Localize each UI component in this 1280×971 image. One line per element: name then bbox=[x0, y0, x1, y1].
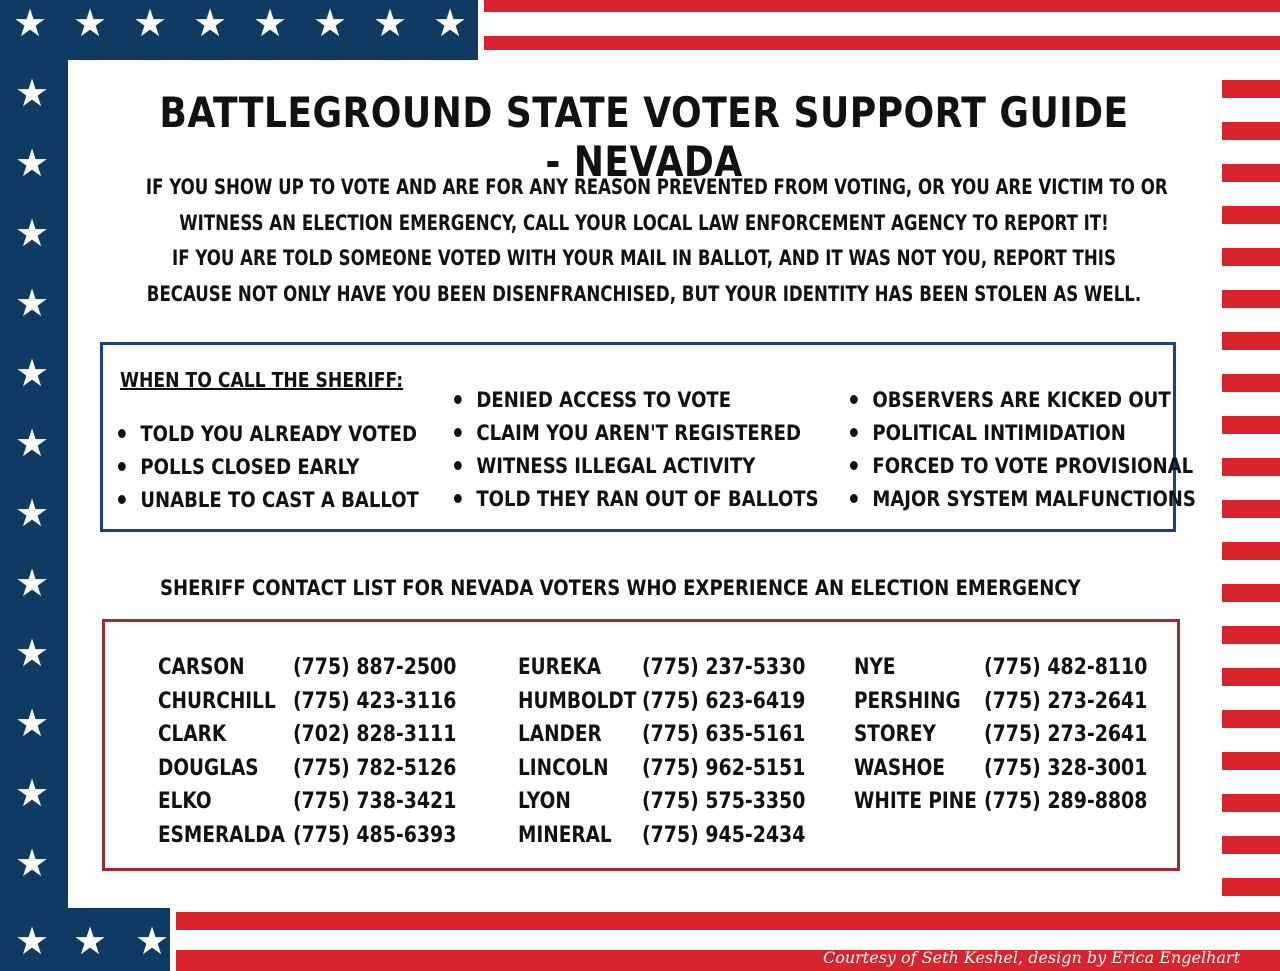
star-icon: ★ bbox=[14, 141, 50, 185]
star-icon: ★ bbox=[12, 1, 48, 45]
flag-stripe bbox=[1222, 290, 1280, 308]
star-icon: ★ bbox=[312, 1, 348, 45]
star-icon: ★ bbox=[14, 561, 50, 605]
page-title: BATTLEGROUND STATE VOTER SUPPORT GUIDE - NEVADA bbox=[159, 88, 1129, 186]
phone-number: (775) 485-6393 bbox=[293, 822, 457, 848]
intro-line: WITNESS AN ELECTION EMERGENCY, CALL YOUR LOCAL LAW ENFORCEMENT AGENCY TO REPORT IT! bbox=[179, 210, 1109, 235]
star-icon: ★ bbox=[132, 1, 168, 45]
county-name: MINERAL bbox=[518, 822, 612, 848]
flag-stripe bbox=[1222, 500, 1280, 518]
star-icon: ★ bbox=[14, 421, 50, 465]
intro-line: BECAUSE NOT ONLY HAVE YOU BEEN DISENFRANCHISED, BUT YOUR IDENTITY HAS BEEN STOLEN AS WELL. bbox=[146, 281, 1142, 306]
flag-stripe bbox=[1222, 416, 1280, 434]
phone-number: (775) 237-5330 bbox=[642, 655, 806, 680]
bullet-icon bbox=[454, 461, 462, 470]
flag-stripe bbox=[1222, 794, 1280, 812]
phone-number: (775) 273-2641 bbox=[984, 722, 1148, 747]
bullet-icon bbox=[850, 395, 858, 404]
county-name: PERSHING bbox=[854, 688, 961, 714]
phone-number: (775) 635-5161 bbox=[642, 722, 806, 747]
county-name: CARSON bbox=[158, 655, 245, 680]
reason-text: MAJOR SYSTEM MALFUNCTIONS bbox=[872, 487, 1196, 511]
star-icon: ★ bbox=[14, 919, 50, 963]
phone-number: (775) 782-5126 bbox=[293, 755, 457, 781]
reason-item bbox=[850, 487, 1196, 511]
flag-stripe bbox=[1222, 542, 1280, 560]
star-icon: ★ bbox=[14, 211, 50, 255]
flag-stripe bbox=[1222, 248, 1280, 266]
star-icon: ★ bbox=[72, 919, 108, 963]
phone-number: (775) 887-2500 bbox=[293, 655, 457, 680]
reason-text: POLITICAL INTIMIDATION bbox=[872, 421, 1126, 445]
phone-number: (775) 273-2641 bbox=[984, 688, 1148, 714]
phone-number: (775) 423-3116 bbox=[293, 688, 457, 714]
reason-item bbox=[850, 454, 1193, 478]
reason-text: WITNESS ILLEGAL ACTIVITY bbox=[476, 454, 756, 478]
phone-number: (775) 328-3001 bbox=[984, 755, 1148, 781]
county-name: ESMERALDA bbox=[158, 822, 285, 848]
reason-item bbox=[118, 455, 359, 479]
bullet-icon bbox=[454, 428, 462, 437]
flag-stripe bbox=[1222, 878, 1280, 896]
intro-line: IF YOU ARE TOLD SOMEONE VOTED WITH YOUR MAIL IN BALLOT, AND IT WAS NOT YOU, REPORT THIS bbox=[172, 246, 1116, 270]
intro-line: IF YOU SHOW UP TO VOTE AND ARE FOR ANY REASON PREVENTED FROM VOTING, OR YOU ARE VICTIM TO OR bbox=[145, 175, 1168, 199]
reason-item bbox=[850, 388, 1171, 412]
star-icon: ★ bbox=[192, 1, 228, 45]
flag-stripe bbox=[484, 0, 1280, 12]
flag-stripe bbox=[1222, 626, 1280, 644]
star-icon: ★ bbox=[14, 71, 50, 115]
flag-stripe bbox=[1222, 374, 1280, 392]
phone-number: (775) 962-5151 bbox=[642, 755, 806, 781]
phone-number: (702) 828-3111 bbox=[293, 722, 457, 747]
star-icon: ★ bbox=[14, 771, 50, 815]
reason-text: TOLD THEY RAN OUT OF BALLOTS bbox=[476, 487, 819, 511]
bullet-icon bbox=[850, 494, 858, 503]
star-icon: ★ bbox=[14, 281, 50, 325]
county-name: HUMBOLDT bbox=[518, 688, 637, 714]
reason-text: OBSERVERS ARE KICKED OUT bbox=[872, 388, 1171, 412]
flag-stripe bbox=[1222, 710, 1280, 728]
flag-stripe bbox=[1222, 122, 1280, 140]
phone-number: (775) 575-3350 bbox=[642, 789, 806, 814]
county-name: WASHOE bbox=[854, 755, 945, 781]
flag-stripe bbox=[1222, 458, 1280, 476]
reason-item bbox=[454, 454, 755, 478]
bullet-icon bbox=[118, 495, 126, 504]
flag-stripe bbox=[1222, 836, 1280, 854]
county-name: CLARK bbox=[158, 722, 227, 747]
contact-heading: SHERIFF CONTACT LIST FOR NEVADA VOTERS WHO EXPERIENCE AN ELECTION EMERGENCY bbox=[159, 576, 1081, 600]
flag-stripe bbox=[1222, 206, 1280, 224]
intro-text bbox=[78, 170, 1210, 312]
flag-stripe bbox=[1222, 752, 1280, 770]
reason-text: UNABLE TO CAST A BALLOT bbox=[140, 488, 419, 512]
county-name: WHITE PINE bbox=[854, 789, 977, 814]
reason-item bbox=[454, 421, 801, 445]
county-name: NYE bbox=[854, 655, 896, 680]
flag-stripe bbox=[484, 36, 1280, 50]
bullet-icon bbox=[454, 494, 462, 503]
star-icon: ★ bbox=[14, 841, 50, 885]
reason-text: POLLS CLOSED EARLY bbox=[140, 455, 360, 479]
county-name: LYON bbox=[518, 789, 571, 814]
star-icon: ★ bbox=[252, 1, 288, 45]
reason-item bbox=[454, 487, 819, 511]
phone-number: (775) 945-2434 bbox=[642, 822, 806, 848]
star-icon: ★ bbox=[14, 631, 50, 675]
star-icon: ★ bbox=[72, 1, 108, 45]
bullet-icon bbox=[850, 428, 858, 437]
reason-text: DENIED ACCESS TO VOTE bbox=[476, 388, 732, 412]
county-name: CHURCHILL bbox=[158, 688, 276, 714]
star-icon: ★ bbox=[14, 491, 50, 535]
county-name: LANDER bbox=[518, 722, 602, 747]
star-icon: ★ bbox=[372, 1, 408, 45]
reason-item bbox=[454, 388, 731, 412]
reason-item bbox=[850, 421, 1126, 445]
flag-stripe bbox=[1222, 332, 1280, 350]
flag-stripe bbox=[176, 912, 1280, 930]
bullet-icon bbox=[118, 429, 126, 438]
star-icon: ★ bbox=[14, 351, 50, 395]
credit-text: Courtesy of Seth Keshel, design by Erica Engelhart bbox=[822, 948, 1240, 967]
star-icon: ★ bbox=[134, 919, 170, 963]
reason-item bbox=[118, 488, 419, 512]
phone-number: (775) 738-3421 bbox=[293, 789, 457, 814]
bullet-icon bbox=[850, 461, 858, 470]
reason-text: CLAIM YOU AREN'T REGISTERED bbox=[476, 421, 801, 445]
county-name: EUREKA bbox=[518, 655, 602, 680]
county-name: ELKO bbox=[158, 789, 212, 814]
reason-text: FORCED TO VOTE PROVISIONAL bbox=[872, 454, 1194, 478]
bullet-icon bbox=[454, 395, 462, 404]
reason-item bbox=[118, 422, 417, 446]
flag-stripe bbox=[1222, 80, 1280, 98]
phone-number: (775) 482-8110 bbox=[984, 655, 1148, 680]
flag-stripe bbox=[1222, 668, 1280, 686]
county-name: STOREY bbox=[854, 722, 936, 747]
flag-stripe bbox=[1222, 164, 1280, 182]
reason-text: TOLD YOU ALREADY VOTED bbox=[140, 422, 417, 446]
county-name: DOUGLAS bbox=[158, 755, 259, 781]
phone-number: (775) 623-6419 bbox=[642, 688, 806, 714]
when-heading: WHEN TO CALL THE SHERIFF: bbox=[120, 368, 404, 392]
county-name: LINCOLN bbox=[518, 755, 609, 781]
star-icon: ★ bbox=[432, 1, 468, 45]
star-icon: ★ bbox=[14, 701, 50, 745]
bullet-icon bbox=[118, 462, 126, 471]
phone-number: (775) 289-8808 bbox=[984, 789, 1148, 814]
